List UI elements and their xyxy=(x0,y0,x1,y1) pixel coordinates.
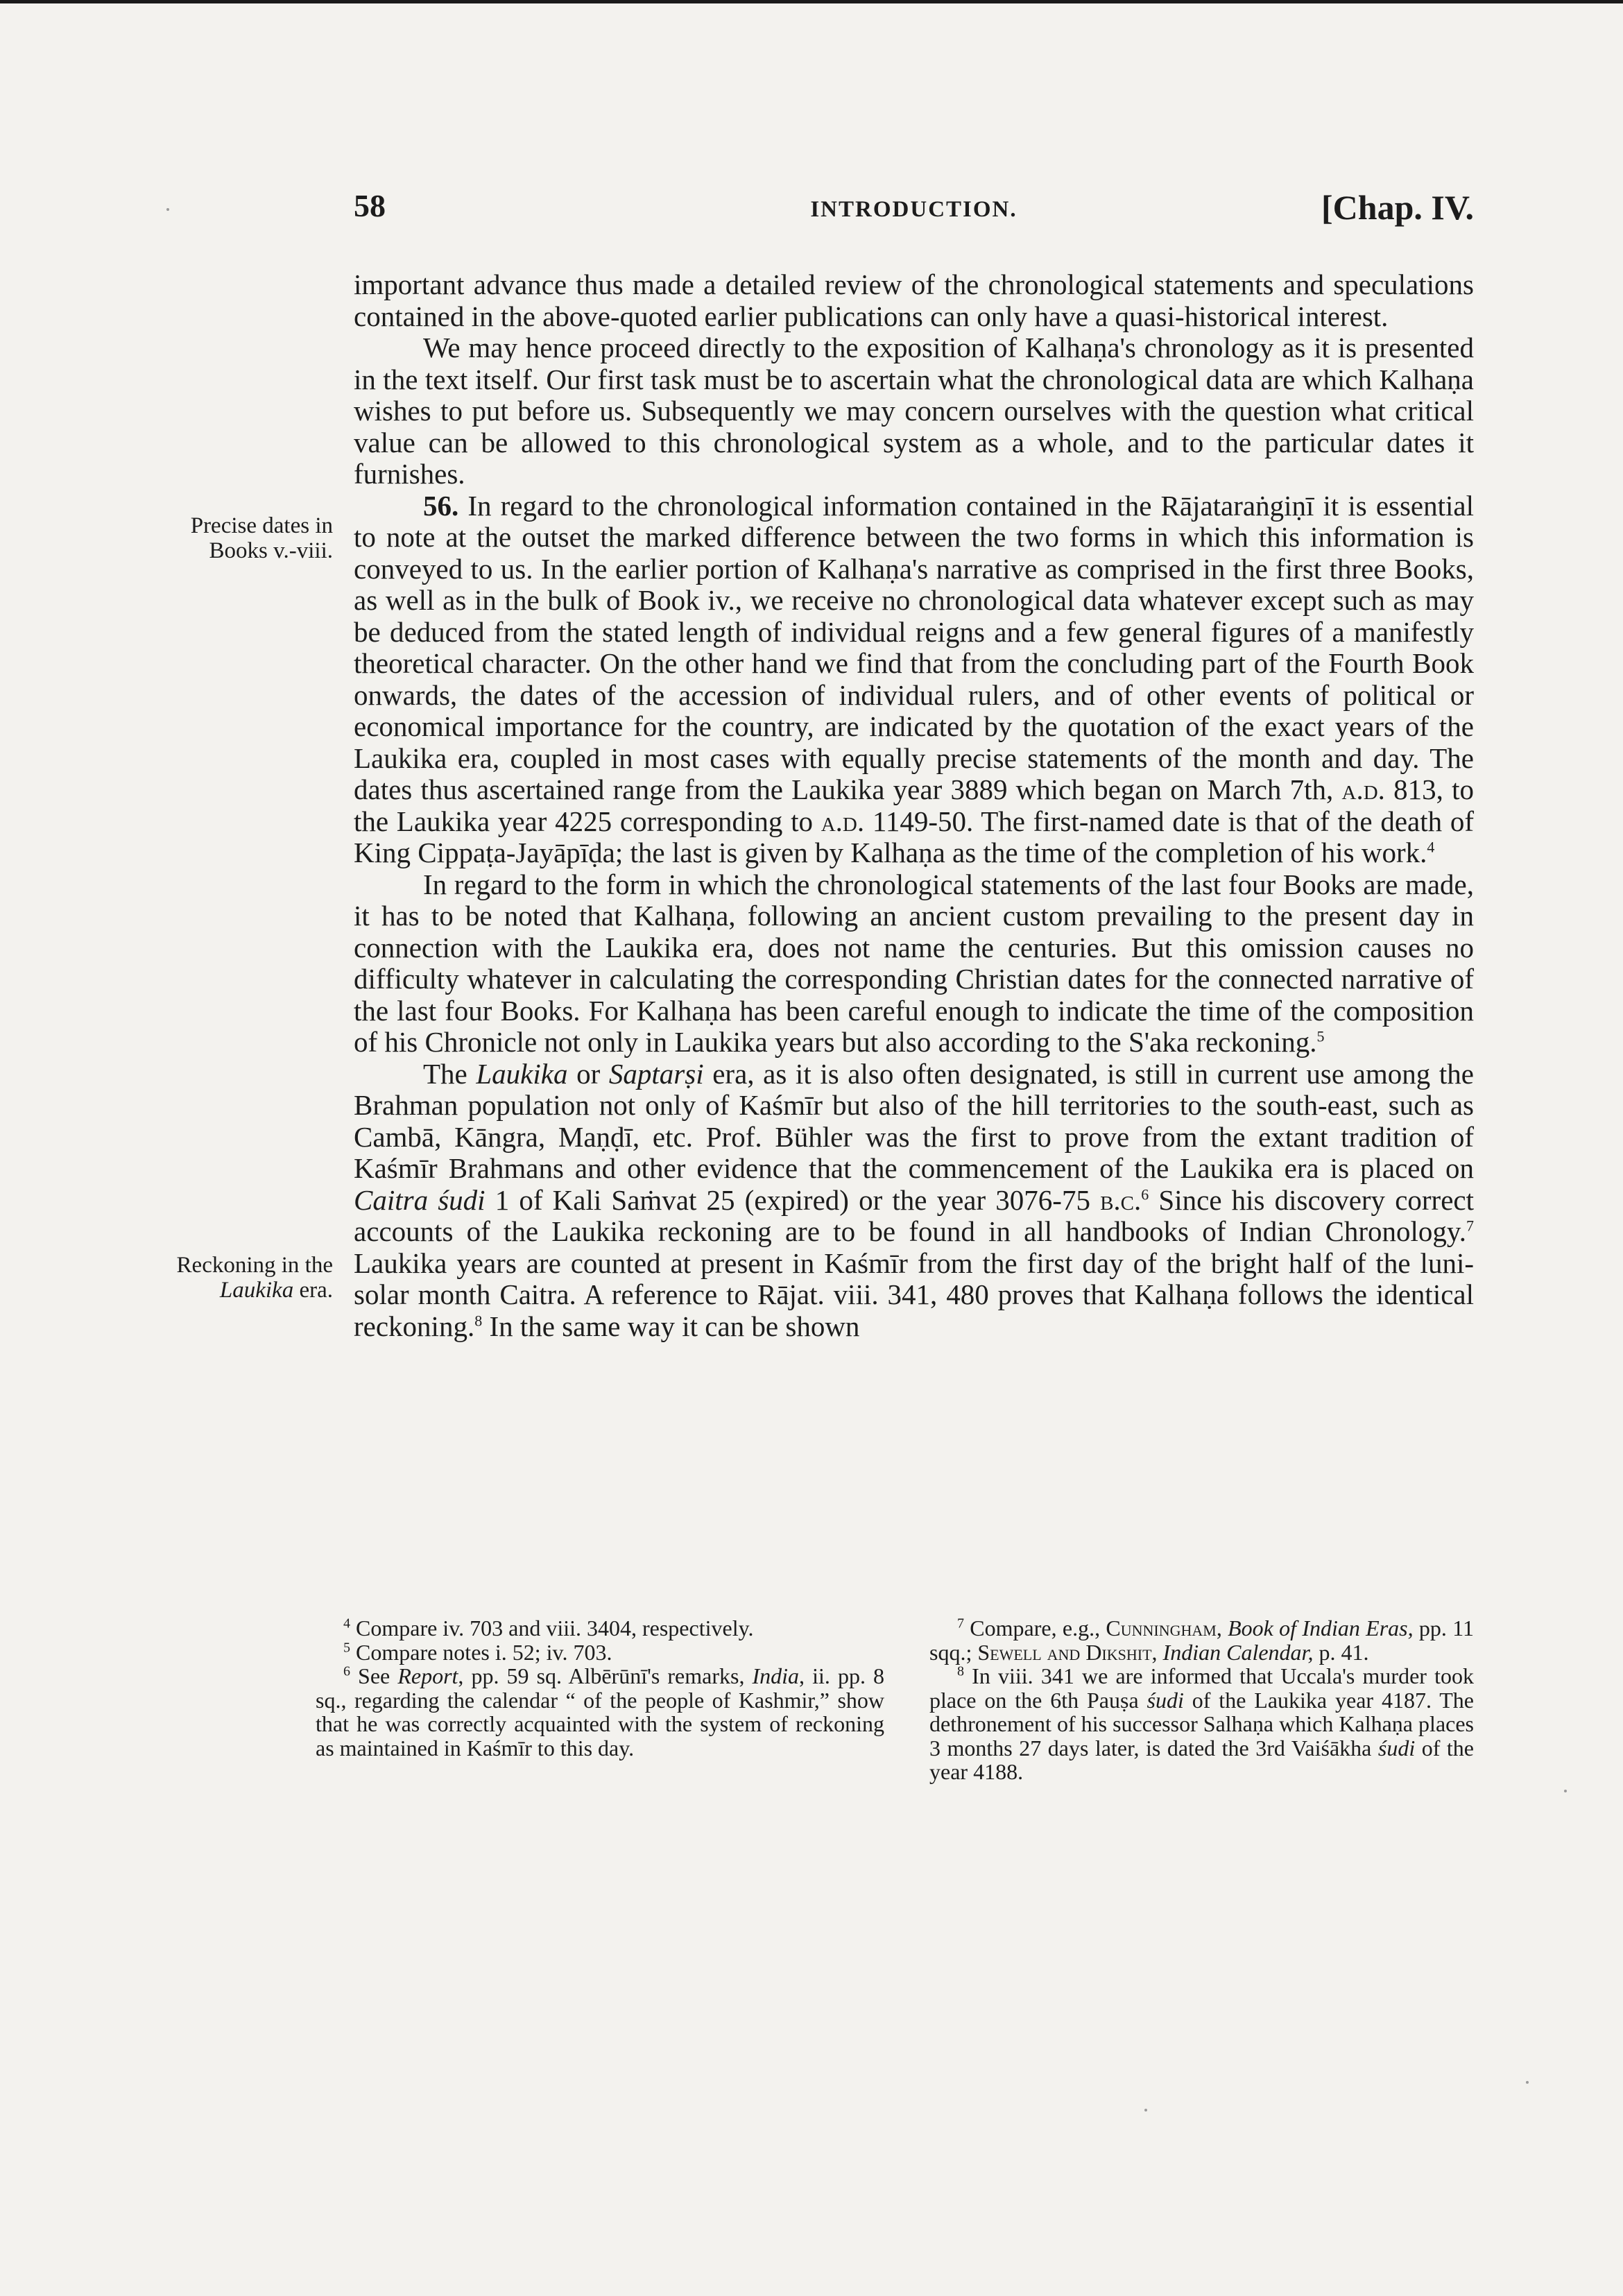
footnote-ref: 6 xyxy=(1141,1185,1149,1203)
paragraph-section-56: 56. In regard to the chronological information contained in the Rājataraṅgiṇī it is essential to note at the outset the marked difference between the two forms in which this information is conveyed to us. In the earlier portion of Kalhaṇa's narrative as comprised in the first three Books, as well as in the bulk of Book iv., we receive no chronological data whatever except such as may be deduced from the stated length of individual reigns and a few general figures of a manifestly theoretical character. On the other hand we find that from the concluding part of the Fourth Book onwards, the dates of the accession of individual rulers, and of other events of political or economical importance for the country, are indicated by the quotation of the exact years of the Laukika era, coupled in most cases with equally precise statements of the month and day. The dates thus ascertained range from the Laukika year 3889 which began on March 7th, a.d. 813, to the Laukika year 4225 corresponding to a.d. 1149-50. The first-named date is that of the death of King Cippaṭa-Jayāpīḍa; the last is given by Kalhaṇa as the time of the completion of his work.$^4$ xyxy=(354,489,1474,868)
running-header xyxy=(354,187,1474,243)
footnote-8: $^8$ In viii. 341 we are informed that Uccala's murder took place on the 6th Pauṣa śudi of the Laukika year 4187. The dethronement of his successor Salhaṇa which Kalhaṇa places 3 months 27 days later, is dated the 3rd Vaiśākha śudi of the year 4188. xyxy=(929,1663,1475,1784)
paper-speck xyxy=(1564,1790,1567,1792)
section-number: 56. xyxy=(423,489,459,522)
main-text xyxy=(354,269,1474,1342)
paper-speck xyxy=(1144,2109,1147,2111)
running-title: INTRODUCTION. xyxy=(810,197,1017,222)
footnotes-right-column xyxy=(929,1616,1474,1784)
footnote-6: $^6$ See Report, pp. 59 sq. Albērūnī's remarks, India, ii. pp. 8 sq., regarding the calendar “ of the people of Kashmir,” show that he was correctly acquainted with the system of reckoning as maintained in Kaśmīr to this day. xyxy=(316,1663,885,1760)
paper-speck xyxy=(166,208,169,211)
footnote-ref: 5 xyxy=(1316,1027,1325,1045)
paragraph-2: We may hence proceed directly to the exposition of Kalhaṇa's chronology as it is presented in the text itself. Our first task must be to ascertain what the chronological data are which Kalhaṇa wishes to put before us. Subsequently we may concern ourselves with the question what critical value can be allowed to this chronological system as a whole, and to the particular dates it furnishes. xyxy=(354,332,1474,490)
page-top-border xyxy=(0,0,1623,3)
margin-note-reckoning: Reckoning in the Laukika era. xyxy=(176,1253,333,1303)
footnote-ref: 4 xyxy=(1427,838,1435,856)
paper-speck xyxy=(1526,2081,1529,2084)
page-number: 58 xyxy=(354,188,386,223)
paragraph-1: important advance thus made a detailed review of the chronological statements and speculations contained in the above-quoted earlier publications can only have a quasi-historical interest. xyxy=(354,268,1474,332)
footnote-4: $^4$ Compare iv. 703 and viii. 3404, respectively. xyxy=(343,1616,754,1640)
footnote-5: $^5$ Compare notes i. 52; iv. 703. xyxy=(343,1639,612,1665)
footnote-7: $^7$ Compare, e.g., Cunningham, Book of Indian Eras, pp. 11 sqq.; Sewell and Dikshit, Indian Calendar, p. 41. xyxy=(929,1616,1475,1665)
footnote-ref: 8 xyxy=(474,1311,483,1329)
footnote-ref: 7 xyxy=(1466,1217,1474,1235)
footnotes-left-column xyxy=(316,1616,884,1760)
paragraph-4: In regard to the form in which the chronological statements of the last four Books are made, it has to be noted that Kalhaṇa, following an ancient custom prevailing to the present day in connection with the Laukika era, does not name the centuries. But this omission causes no difficulty whatever in calculating the corresponding Christian dates for the connected narrative of the last four Books. For Kalhaṇa has been careful enough to indicate the time of the composition of his Chronicle not only in Laukika years but also according to the S'aka reckoning.$^5$ xyxy=(354,868,1474,1058)
chapter-label: [Chap. IV. xyxy=(1321,188,1474,227)
margin-note-precise-dates: Precise dates in Books v.-viii. xyxy=(190,513,333,563)
paragraph-5: The Laukika or Saptarṣi era, as it is also often designated, is still in current use among the Brahman population not only of Kaśmīr but also of the hill territories to the south-east, such as Cambā, Kāngra, Maṇḍī, etc. Prof. Bühler was the first to prove from the extant tradition of Kaśmīr Brahmans and other evidence that the commencement of the Laukika era is placed on Caitra śudi 1 of Kali Saṁvat 25 (expired) or the year 3076-75 b.c.$^6$ Since his discovery correct accounts of the Laukika reckoning are to be found in all handbooks of Indian Chronology.$^7$ Laukika years are counted at present in Kaśmīr from the first day of the bright half of the luni-solar month Caitra. A reference to Rājat. viii. 341, 480 proves that Kalhaṇa follows the identical reckoning.$^8$ In the same way it can be shown xyxy=(354,1057,1475,1342)
